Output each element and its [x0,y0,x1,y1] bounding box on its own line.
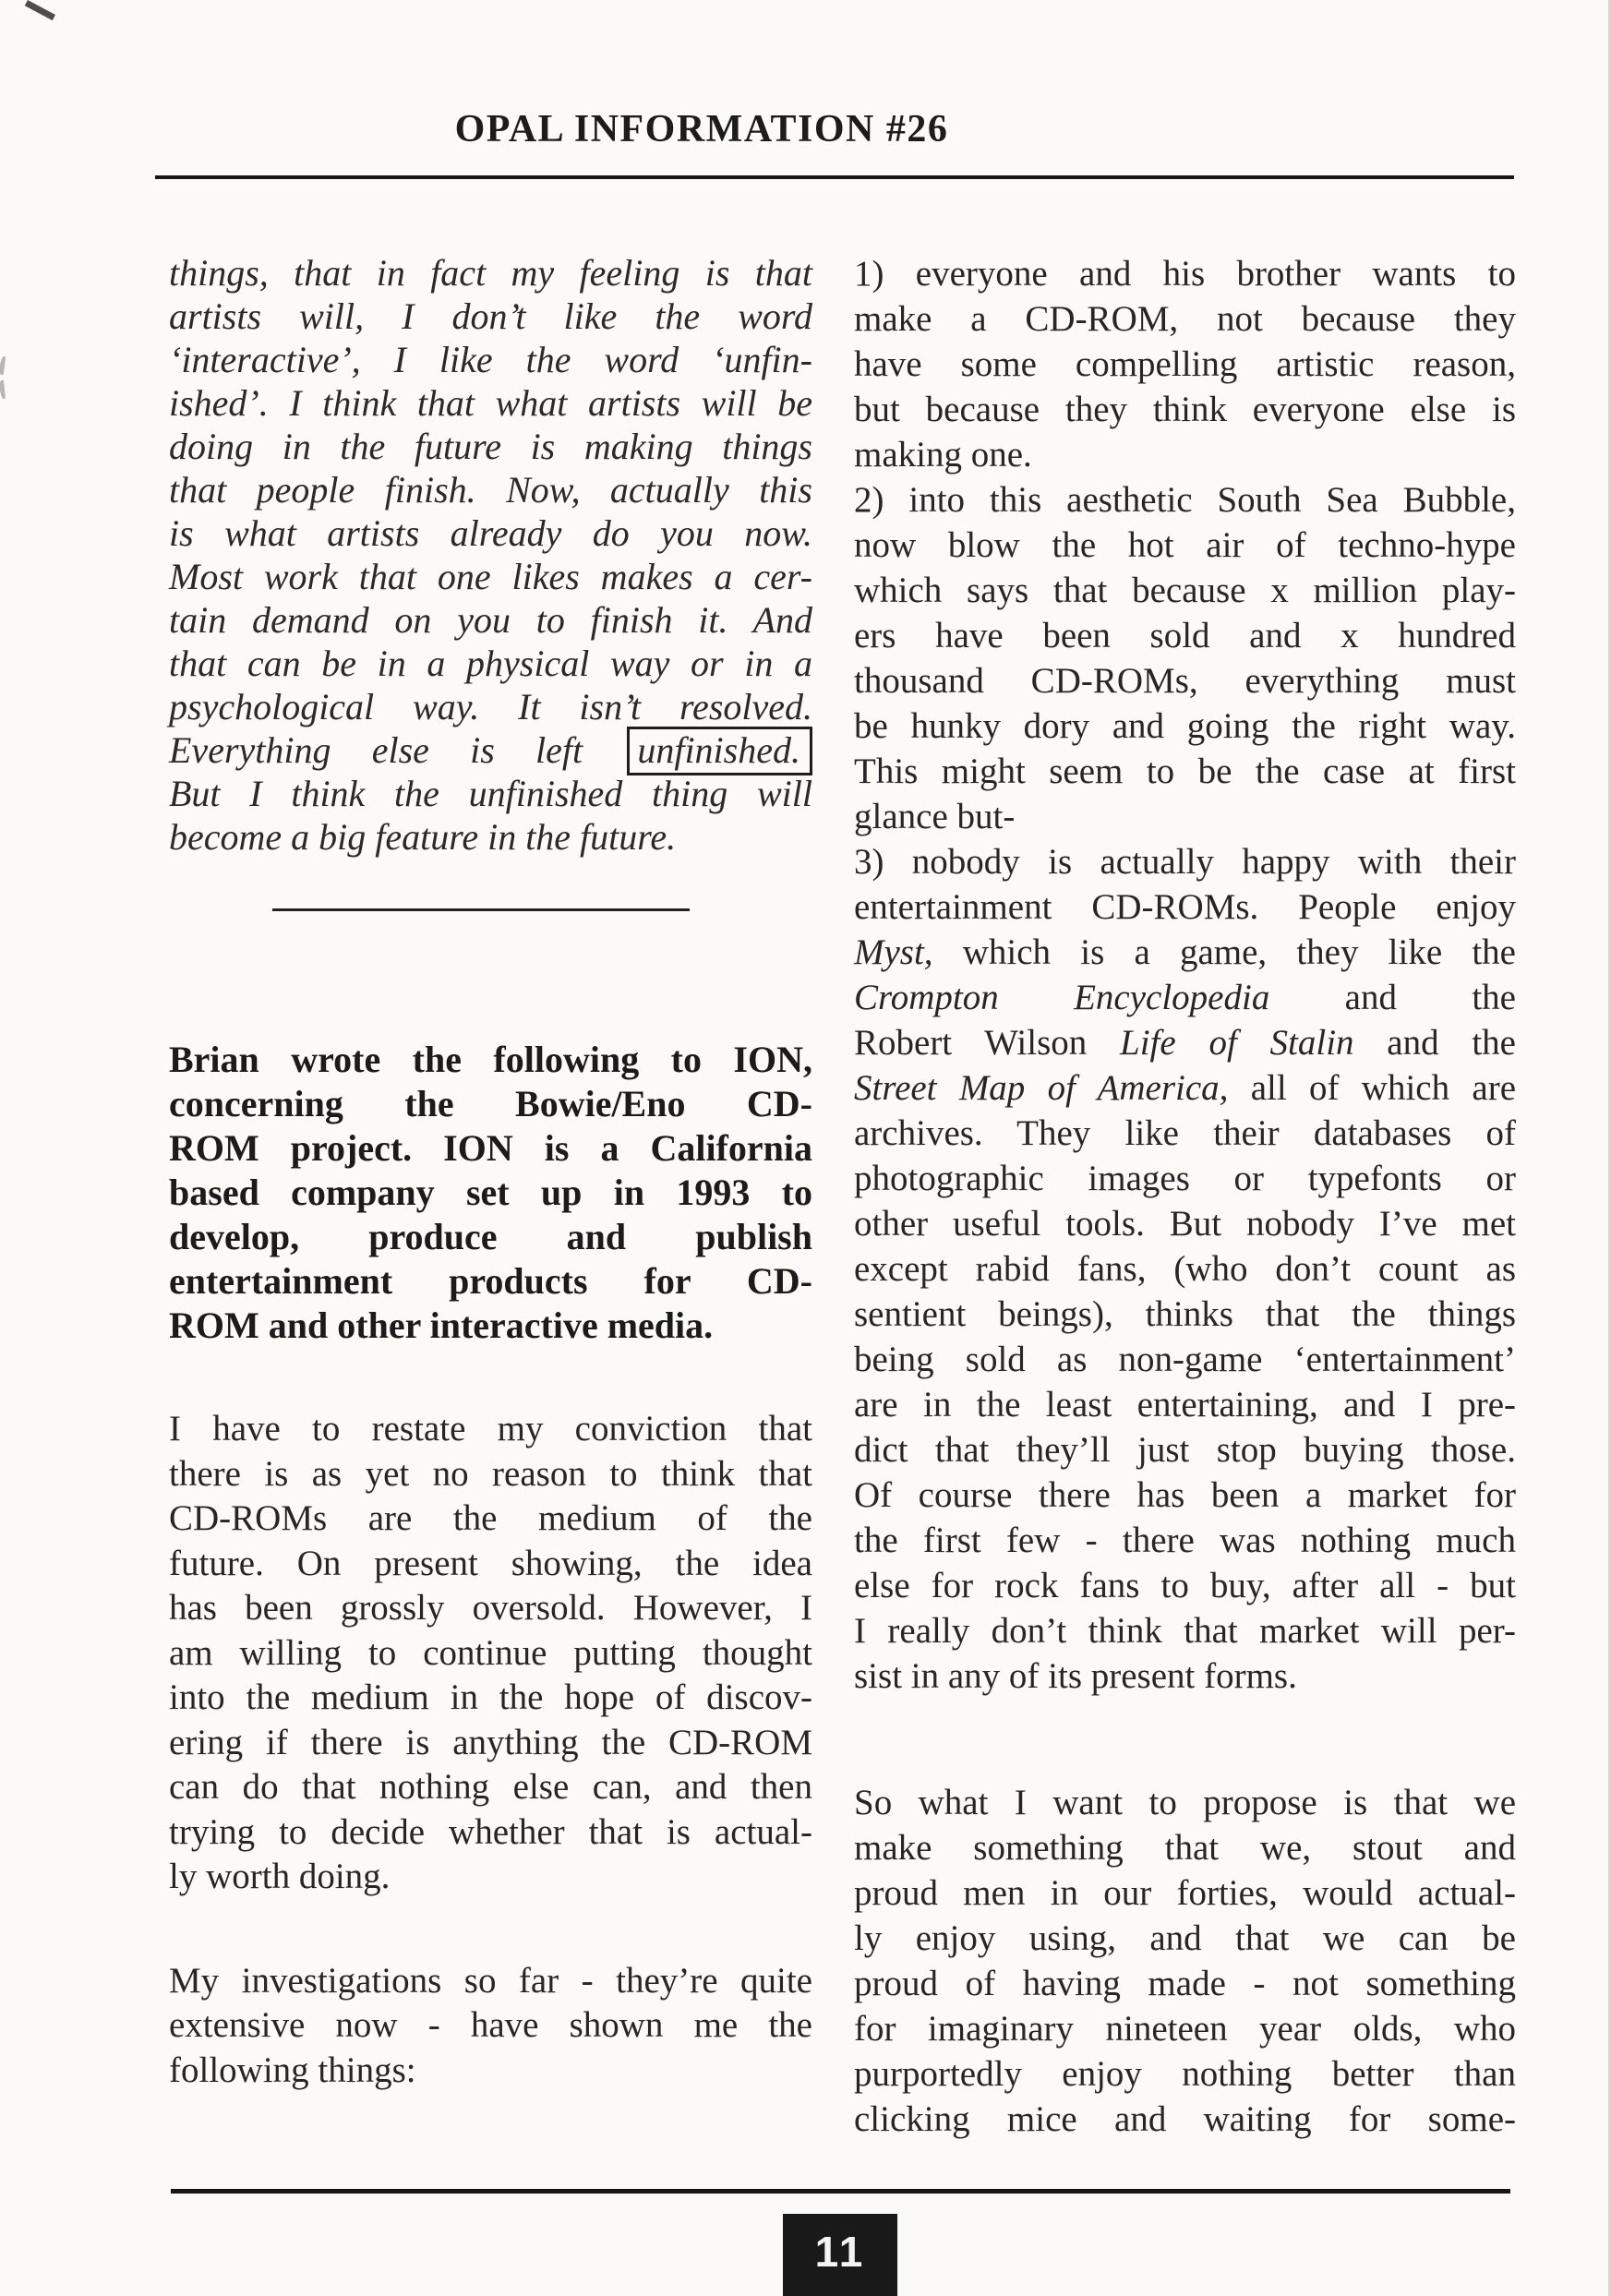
text-line: other useful tools. But nobody I’ve met [854,1204,1516,1244]
text-line: ‘interactive’, I like the word ‘unfin- [169,339,812,380]
numbered-item-3 [854,839,1516,1699]
text-line: I have to restate my conviction that [169,1409,812,1449]
text-line: Of course there has been a market for [854,1475,1516,1515]
text-line: proud of having made - not something [854,1964,1516,2003]
text-line: am willing to continue putting thought [169,1632,812,1673]
text-line: This might seem to be the case at first [854,751,1516,791]
text-line: have some compelling artistic reason, [854,344,1516,384]
text-line: being sold as non-game ‘entertainment’ [854,1340,1516,1379]
proposal-paragraph [854,1780,1516,2142]
text-line: ROM project. ION is a California [169,1127,812,1169]
header-rule [155,175,1514,179]
text-line: sist in any of its present forms. [854,1656,1297,1696]
text-line: Everything else is left unfinished. [169,728,812,772]
text-line: ering if there is anything the CD-ROM [169,1722,812,1762]
scan-edge-artifact [0,356,6,376]
text-line: psychological way. It isn’t resolved. [169,686,812,727]
text-line: So what I want to propose is that we [854,1783,1516,1822]
numbered-item-1 [854,251,1516,477]
text-line: ished’. I think that what artists will be [169,382,812,424]
text-line: there is as yet no reason to think that [169,1453,812,1494]
text-line: be hunky dory and going the right way. [854,706,1516,746]
text-line: can do that nothing else can, and then [169,1767,812,1807]
text-line: CD-ROMs are the medium of the [169,1498,812,1538]
text-line: develop, produce and publish [169,1216,812,1257]
text-line: extensive now - have shown me the [169,2005,812,2045]
numbered-item-2 [854,477,1516,839]
text-line: become a big feature in the future. [169,816,677,858]
text-line: making one. [854,435,1032,475]
text-line: My investigations so far - they’re quite [169,1960,812,2001]
text-line: future. On present showing, the idea [169,1543,812,1583]
text-line: Myst, which is a game, they like the [854,932,1516,972]
text-line: that people finish. Now, actually this [169,469,812,511]
text-line: tain demand on you to finish it. And [169,599,812,641]
text-line: glance but- [854,797,1016,836]
text-line: based company set up in 1993 to [169,1172,812,1213]
text-line: else for rock fans to buy, after all - but [854,1566,1516,1605]
section-separator-rule [272,908,690,911]
body-paragraph-2 [169,1959,812,2094]
text-line: ly enjoy using, and that we can be [854,1918,1516,1958]
right-column [854,251,1516,2142]
text-line: now blow the hot air of techno-hype [854,525,1516,565]
text-line: 2) into this aesthetic South Sea Bubble, [854,480,1516,520]
text-line: make a CD-ROM, not because they [854,299,1516,339]
text-line: trying to decide whether that is actual- [169,1811,812,1852]
page-number-box [783,2214,897,2296]
text-line: entertainment CD-ROMs. People enjoy [854,887,1516,927]
text-line: Crompton Encyclopedia and the [854,978,1516,1017]
text-line: 3) nobody is actually happy with their [854,842,1516,882]
text-line: Most work that one likes makes a cer- [169,556,812,597]
text-line: But I think the unfinished thing will [169,773,812,814]
text-line: artists will, I don’t like the word [169,295,812,337]
text-line: into the medium in the hope of discov- [169,1677,812,1717]
footer-rule [171,2189,1510,2194]
text-line: entertainment products for CD- [169,1260,812,1302]
text-line: Street Map of America, all of which are [854,1068,1517,1108]
text-line: are in the least entertaining, and I pre- [854,1385,1516,1424]
text-line: ers have been sold and x hundred [854,616,1516,655]
text-line: purportedly enjoy nothing better than [854,2054,1516,2094]
text-line: concerning the Bowie/Eno CD- [169,1083,812,1124]
text-line: make something that we, stout and [854,1828,1516,1868]
text-line: the first few - there was nothing much [854,1521,1516,1560]
text-line: which says that because x million play- [854,571,1516,610]
scan-corner-artifact [25,0,55,20]
text-line: has been grossly oversold. However, I [169,1588,812,1628]
scan-edge-artifact [0,380,6,399]
text-line: clicking mice and waiting for some- [854,2099,1516,2139]
text-line: proud men in our forties, would actual- [854,1873,1516,1913]
body-paragraph-1 [169,1407,812,1900]
intro-bold-paragraph [169,1038,812,1348]
text-line: that can be in a physical way or in a [169,643,812,684]
text-line: thousand CD-ROMs, everything must [854,661,1516,701]
text-line: sentient beings), thinks that the things [854,1294,1516,1334]
text-line: I really don’t think that market will per- [854,1611,1516,1651]
text-line: is what artists already do you now. [169,512,812,554]
text-line: but because they think everyone else is [854,390,1516,429]
text-line: except rabid fans, (who don’t count as [854,1249,1516,1289]
text-line: things, that in fact my feeling is that [169,252,812,294]
text-line: Brian wrote the following to ION, [169,1039,812,1080]
text-line: archives. They like their databases of [854,1113,1516,1153]
text-line: for imaginary nineteen year olds, who [854,2009,1516,2049]
left-column [169,251,812,2093]
text-line: 1) everyone and his brother wants to [854,254,1516,294]
text-line: ROM and other interactive media. [169,1304,714,1346]
page-title: OPAL INFORMATION #26 [454,108,949,150]
text-line: ly worth doing. [169,1857,391,1896]
text-line: Robert Wilson Life of Stalin and the [854,1023,1516,1063]
boxed-word: unfinished. [627,727,812,775]
page-number: 11 [814,2228,866,2276]
text-line: following things: [169,2050,416,2090]
quote-paragraph [169,251,812,859]
text-line: doing in the future is making things [169,426,812,467]
text-line: dict that they’ll just stop buying those. [854,1430,1516,1470]
text-line: photographic images or typefonts or [854,1159,1516,1198]
